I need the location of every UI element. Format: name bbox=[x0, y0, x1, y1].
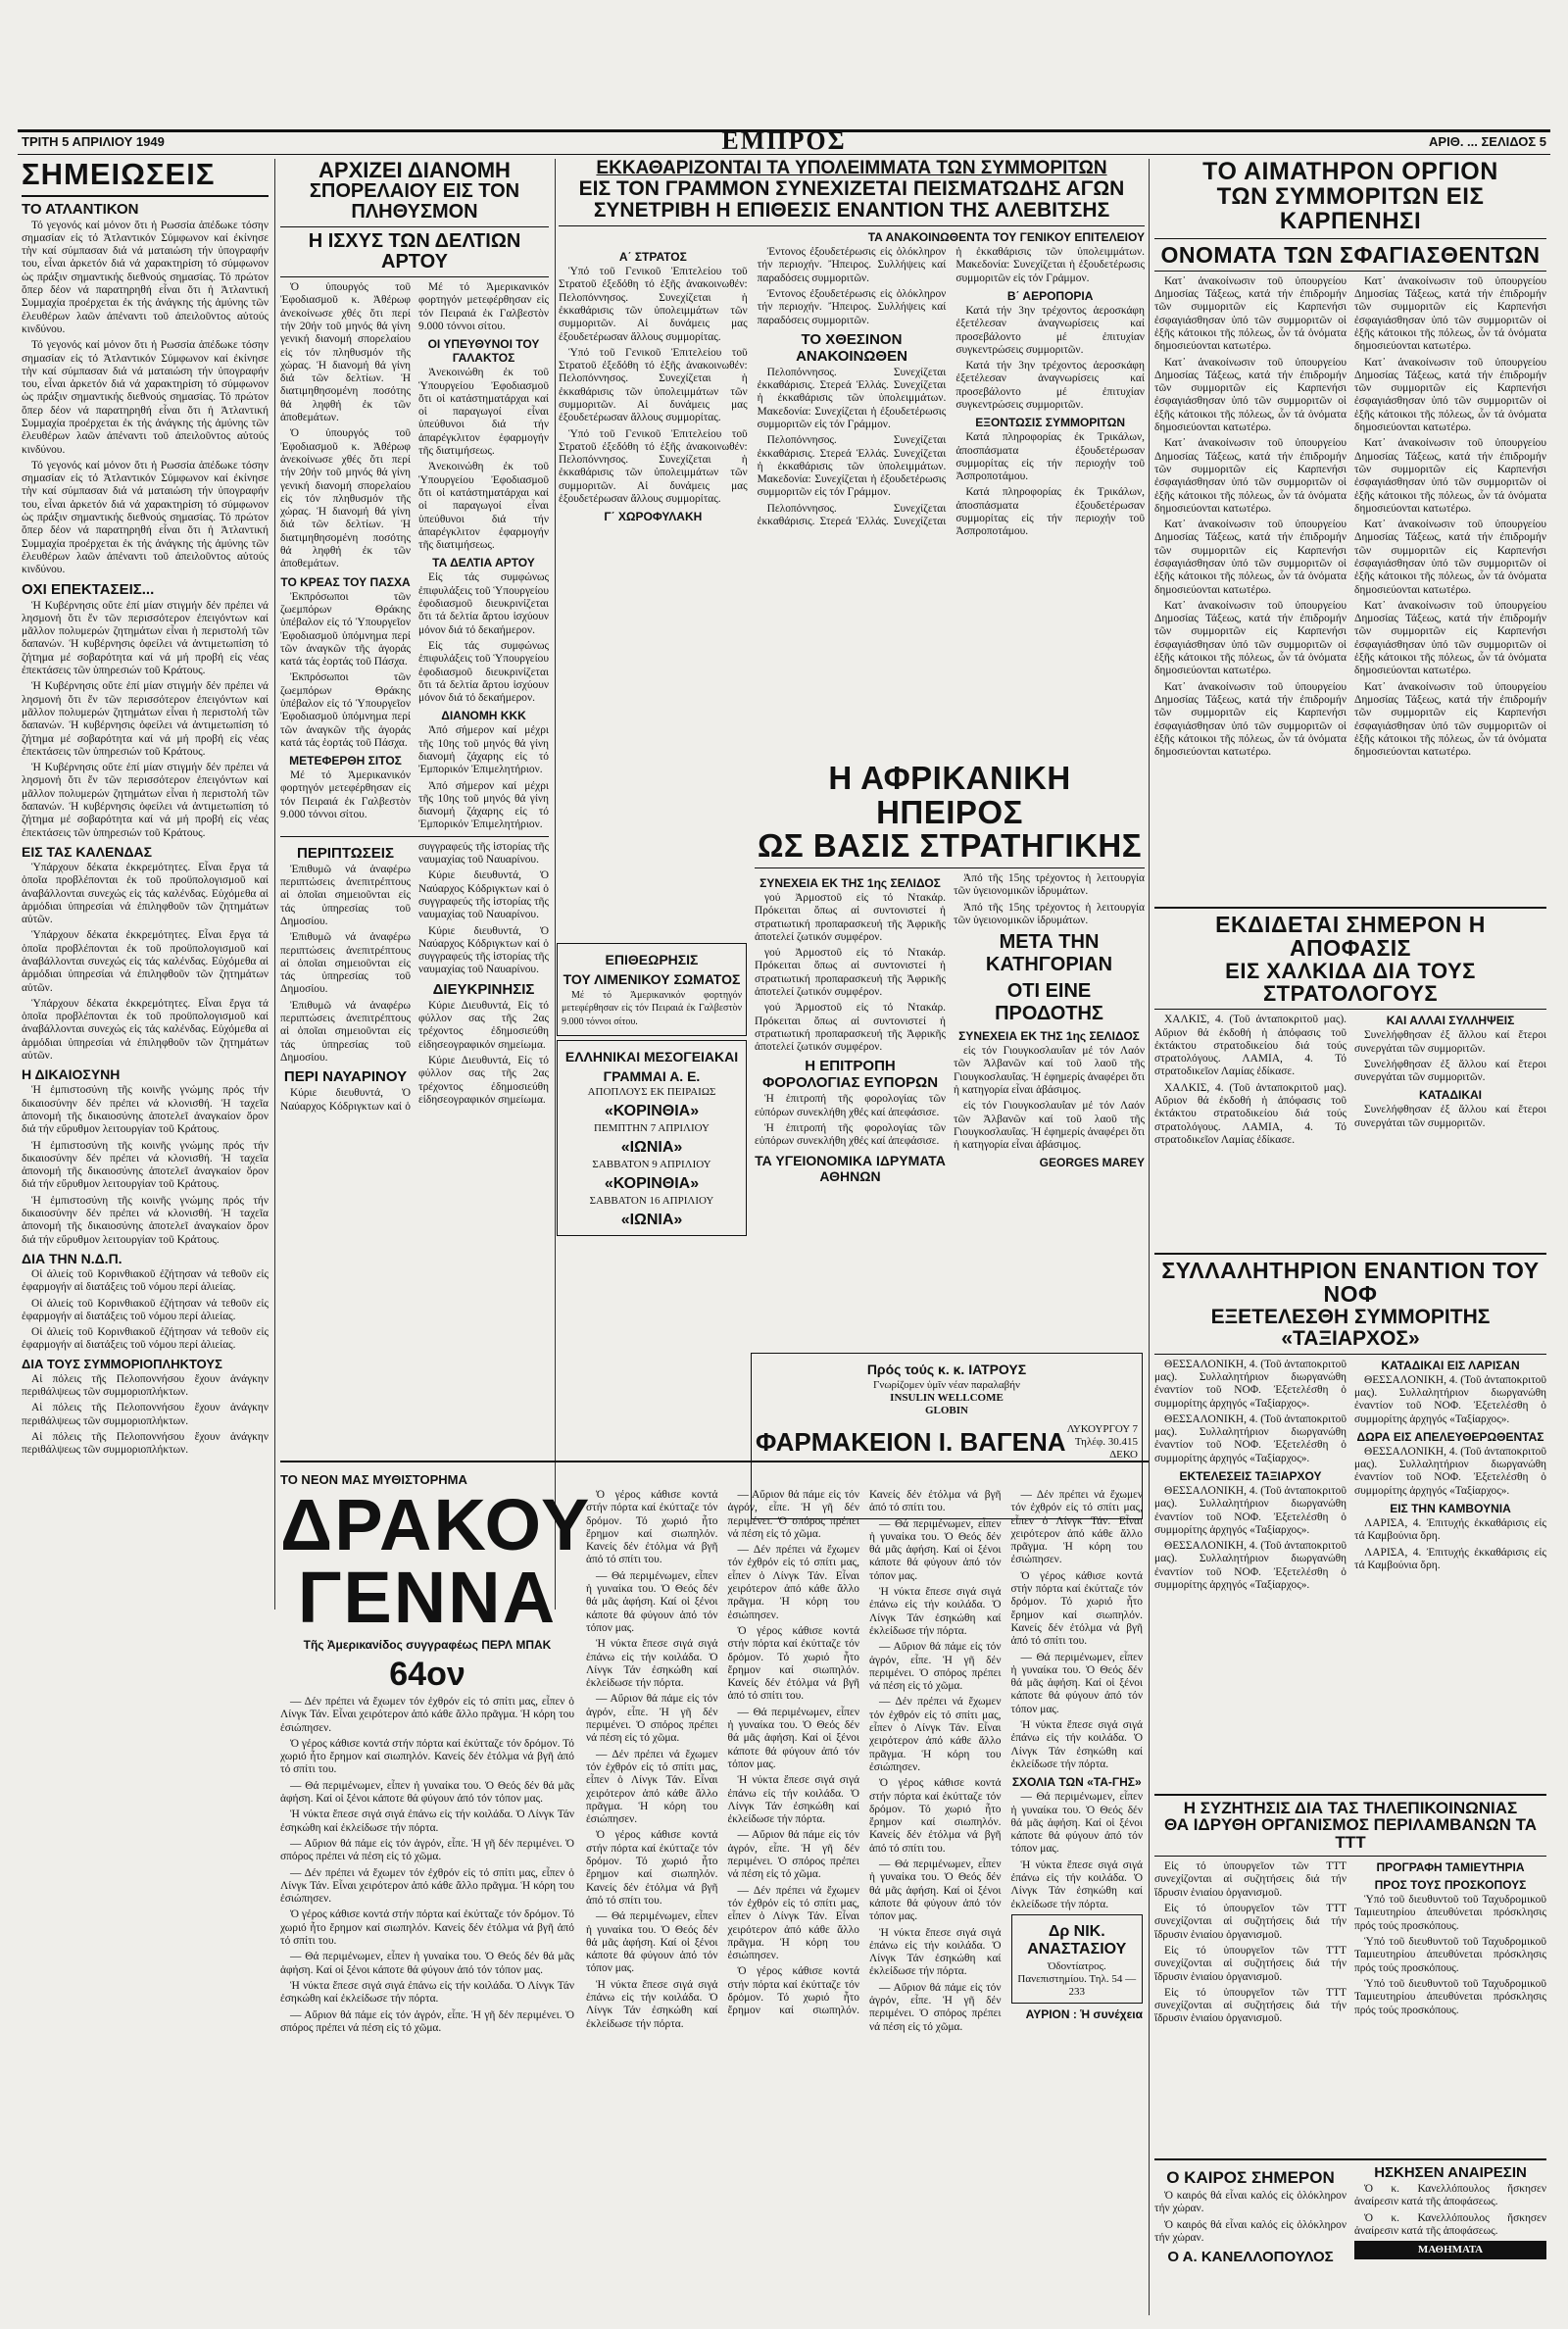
ad-heading: ΕΠΙΘΕΩΡΗΣΙΣ bbox=[605, 952, 699, 967]
column-military bbox=[559, 159, 1145, 1610]
serial-novel: ΤΟ ΝΕΟΝ ΜΑΣ ΜΥΘΙΣΤΟΡΗΜΑ ΔΡΑΚΟΥ ΓΕΝΝΑ Τῆς Ἀμερικανίδος συγγραφέως ΠΕΡΛ ΜΠΑΚ 64ον — Δέν πρέπει νά ἔχωμεν τόν ἐχθρόν εἰς τό σπίτι μας, εἶπεν ὁ Λίνγκ Τάν. Εἶναι χειρότερον ἀπό κάθε ἄλλο πρᾶγμα. Ἡ κόρη του ἐσιώπησεν. Ὁ γέρος κάθισε κοντά στήν πόρτα καί ἐκύτταζε τόν δρόμον. Τό χωριό ἦτο ἔρημον καί σιωπηλόν. Κανείς δέν ἐτόλμα νά βγῆ ἀπό τό σπίτι του. — Θά περιμένωμεν, εἶπεν ἡ γυναίκα του. Ὁ Θεός δέν θά μᾶς ἀφήση. Καί οἱ ξένοι κάποτε θά φύγουν ἀπό τόν τόπον μας. Ἡ νύκτα ἔπεσε σιγά σιγά ἐπάνω εἰς τήν κοιλάδα. Ὁ Λίνγκ Τάν ἐσηκώθη καί ἐκλείδωσε τήν πόρτα. — Αὔριον θά πάμε εἰς τόν ἀγρόν, εἶπε. Ἡ γῆ δέν περιμένει. Ὁ σπόρος πρέπει νά πέση εἰς τό χῶμα. — Δέν πρέπει νά ἔχωμεν τόν ἐχθρόν εἰς τό σπίτι μας, εἶπεν ὁ Λίνγκ Τάν. Εἶναι χειρότερον ἀπό κάθε ἄλλο πρᾶγμα. Ἡ κόρη του ἐσιώπησεν. Ὁ γέρος κάθισε κοντά στήν πόρτα καί ἐκύτταζε τόν δρόμον. Τό χωριό ἦτο ἔρημον καί σιωπηλόν. Κανείς δέν ἐτόλμα νά βγῆ ἀπό τό σπίτι του. — Θά περιμένωμεν, εἶπεν ἡ γυναίκα του. Ὁ Θεός δέν θά μᾶς ἀφήση. Καί οἱ ξένοι κάποτε θά φύγουν ἀπό τόν τόπον μας. Ἡ νύκτα ἔπεσε σιγά σιγά ἐπάνω εἰς τήν κοιλάδα. Ὁ Λίνγκ Τάν ἐσηκώθη καί ἐκλείδωσε τήν πόρτα. — Αὔριον θά πάμε εἰς τόν ἀγρόν, εἶπε. Ἡ γῆ δέν περιμένει. Ὁ σπόρος πρέπει νά πέση εἰς τό χῶμα. Ὁ γέρος κάθισε κοντά στήν πόρτα καί ἐκύτταζε τόν δρόμον. Τό χωριό ἦτο ἔρημον καί σιωπηλόν. Κανείς δέν ἐτόλμα νά βγῆ ἀπό τό σπίτι του. — Θά περιμένωμεν, εἶπεν ἡ γυναίκα του. Ὁ Θεός δέν θά μᾶς ἀφήση. Καί οἱ ξένοι κάποτε θά φύγουν ἀπό τόν τόπον μας. Ἡ νύκτα ἔπεσε σιγά σιγά ἐπάνω εἰς τήν κοιλάδα. Ὁ Λίνγκ Τάν ἐσηκώθη καί ἐκλείδωσε τήν πόρτα. — Αὔριον θά πάμε εἰς τόν ἀγρόν, εἶπε. Ἡ γῆ δέν περιμένει. Ὁ σπόρος πρέπει νά πέση εἰς τό χῶμα. — Δέν πρέπει νά ἔχωμεν τόν ἐχθρόν εἰς τό σπίτι μας, εἶπεν ὁ Λίνγκ Τάν. Εἶναι χειρότερον ἀπό κάθε ἄλλο πρᾶγμα. Ἡ κόρη του ἐσιώπησεν. Ὁ γέρος κάθισε κοντά στήν πόρτα καί ἐκύτταζε τόν δρόμον. Τό χωριό ἦτο ἔρημον καί σιωπηλόν. Κανείς δέν ἐτόλμα νά βγῆ ἀπό τό σπίτι του. — Θά περιμένωμεν, εἶπεν ἡ γυναίκα του. Ὁ Θεός δέν θά μᾶς ἀφήση. Καί οἱ ξένοι κάποτε θά φύγουν ἀπό τόν τόπον μας. Ἡ νύκτα ἔπεσε σιγά σιγά ἐπάνω εἰς τήν κοιλάδα. Ὁ Λίνγκ Τάν ἐσηκώθη καί ἐκλείδωσε τήν πόρτα. — Αὔριον θά πάμε εἰς τόν ἀγρόν, εἶπε. Ἡ γῆ δέν περιμένει. Ὁ σπόρος πρέπει νά πέση εἰς τό χῶμα. — Δέν πρέπει νά ἔχωμεν τόν ἐχθρόν εἰς τό σπίτι μας, εἶπεν ὁ Λίνγκ Τάν. Εἶναι χειρότερον ἀπό κάθε ἄλλο πρᾶγμα. Ἡ κόρη του ἐσιώπησεν. Ὁ γέρος κάθισε κοντά στήν πόρτα καί ἐκύτταζε τόν δρόμον. Τό χωριό ἦτο ἔρημον καί σιωπηλόν. Κανείς δέν ἐτόλμα νά βγῆ ἀπό τό σπίτι του. — Θά περιμένωμεν, εἶπεν ἡ γυναίκα του. Ὁ Θεός δέν θά μᾶς ἀφήση. Καί οἱ ξένοι κάποτε θά φύγουν ἀπό τόν τόπον μας. Ἡ νύκτα ἔπεσε σιγά σιγά ἐπάνω εἰς τήν κοιλάδα. Ὁ Λίνγκ Τάν ἐσηκώθη καί ἐκλείδωσε τήν πόρτα. — Αὔριον θά πάμε εἰς τόν ἀγρόν, εἶπε. Ἡ γῆ δέν περιμένει. Ὁ σπόρος πρέπει νά πέση εἰς τό χῶμα. — Δέν πρέπει νά ἔχωμεν τόν ἐχθρόν εἰς τό σπίτι μας, εἶπεν ὁ Λίνγκ Τάν. Εἶναι χειρότερον ἀπό κάθε ἄλλο πρᾶγμα. Ἡ κόρη του ἐσιώπησεν. Ὁ γέρος κάθισε κοντά στήν πόρτα καί ἐκύτταζε τόν δρόμον. Τό χωριό ἦτο ἔρημον καί σιωπηλόν. Κανείς δέν ἐτόλμα νά βγῆ ἀπό τό σπίτι του. — Θά περιμένωμεν, εἶπεν ἡ γυναίκα του. Ὁ Θεός δέν θά μᾶς ἀφήση. Καί οἱ ξένοι κάποτε θά φύγουν ἀπό τόν τόπον μας. Ἡ νύκτα ἔπεσε σιγά σιγά ἐπάνω εἰς τήν κοιλάδα. Ὁ Λίνγκ Τάν ἐσηκώθη καί ἐκλείδωσε τήν πόρτα. — Αὔριον θά πάμε εἰς τόν ἀγρόν, εἶπε. Ἡ γῆ δέν περιμένει. Ὁ σπόρος πρέπει νά πέση εἰς τό χῶμα. — Δέν πρέπει νά ἔχωμεν τόν ἐχθρόν εἰς τό σπίτι μας, εἶπεν ὁ Λίνγκ Τάν. Εἶναι χειρότερον ἀπό κάθε ἄλλο πρᾶγμα. Ἡ κόρη του ἐσιώπησεν. Ὁ γέρος κάθισε κοντά στήν πόρτα καί ἐκύτταζε τόν δρόμον. Τό χωριό ἦτο ἔρημον καί σιωπηλόν. Κανείς δέν ἐτόλμα νά βγῆ ἀπό τό σπίτι του. — Θά περιμένωμεν, εἶπεν ἡ γυναίκα του. Ὁ Θεός δέν θά μᾶς ἀφήση. Καί οἱ ξένοι κάποτε θά φύγουν ἀπό τόν τόπον μας. Ἡ νύκτα ἔπεσε σιγά σιγά ἐπάνω εἰς τήν κοιλάδα. Ὁ Λίνγκ Τάν ἐσηκώθη καί ἐκλείδωσε τήν πόρτα. — Αὔριον θά πάμε εἰς τόν ἀγρόν, εἶπε. Ἡ γῆ δέν περιμένει. Ὁ σπόρος πρέπει νά πέση εἰς τό χῶμα. — Δέν πρέπει νά ἔχωμεν τόν ἐχθρόν εἰς τό σπίτι μας, εἶπεν ὁ Λίνγκ Τάν. Εἶναι χειρότερον ἀπό κάθε ἄλλο πρᾶγμα. Ἡ κόρη του ἐσιώπησεν. Ὁ γέρος κάθισε κοντά στήν πόρτα καί ἐκύτταζε τόν δρόμον. Τό χωριό ἦτο ἔρημον καί σιωπηλόν. Κανείς δέν ἐτόλμα νά βγῆ ἀπό τό σπίτι του. — Θά περιμένωμεν, εἶπεν ἡ γυναίκα του. Ὁ Θεός δέν θά μᾶς ἀφήση. Καί οἱ ξένοι κάποτε θά φύγουν ἀπό τόν τόπον μας. Ἡ νύκτα ἔπεσε σιγά σιγά ἐπάνω εἰς τήν κοιλάδα. Ὁ Λίνγκ Τάν ἐσηκώθη καί ἐκλείδωσε τήν πόρτα. ΣΧΟΛΙΑ ΤΩΝ «ΤΑ-ΓΗΣ» — Θά περιμένωμεν, εἶπεν ἡ γυναίκα του. Ὁ Θεός δέν θά μᾶς ἀφήση. Καί οἱ ξένοι κάποτε θά φύγουν ἀπό τόν τόπον μας. Ἡ νύκτα ἔπεσε σιγά σιγά ἐπάνω εἰς τήν κοιλάδα. Ὁ Λίνγκ Τάν ἐσηκώθη καί ἐκλείδωσε τήν πόρτα. Δρ ΝΙΚ. ΑΝΑΣΤΑΣΙΟΥ Ὀδοντίατρος. Πανεπιστημίου. Τηλ. 54 — 233 ΑΥΡΙΟΝ : Ἡ συνέχεια bbox=[280, 1472, 1143, 2034]
article-subhead: ΚΑΙ ΑΛΛΑΙ ΣΥΛΛΗΨΕΙΣ bbox=[1386, 1014, 1515, 1028]
article-heading: Η ΔΙΚΑΙΟΣΥΝΗ bbox=[22, 1066, 121, 1083]
ad-text: ΑΠΟΠΛΟΥΣ ΕΚ ΠΕΙΡΑΙΩΣ bbox=[587, 1085, 716, 1098]
article-text: Ὑπάρχουν δέκατα ἐκκρεμότητες. Εἶναι ἔργα τά ὁποῖα προβλέπονται ἐκ τοῦ προϋπολογισμοῦ καί ἀναβάλλονται συνεχώς εἰς τάς καλένδας. Εὐχόμεθα αἱ ἁρμόδιαι ὑπηρεσίαι νά ἐπιληφθοῦν τῶν ζητημάτων αὐτῶν. Ὑπάρχουν δέκατα ἐκκρεμότητες. Εἶναι ἔργα τά ὁποῖα προβλέπονται ἐκ τοῦ προϋπολογισμοῦ καί ἀναβάλλονται συνεχώς εἰς τάς καλένδας. Εὐχόμεθα αἱ ἁρμόδιαι ὑπηρεσίαι νά ἐπιληφθοῦν τῶν ζητημάτων αὐτῶν. Ὑπάρχουν δέκατα ἐκκρεμότητες. Εἶναι ἔργα τά ὁποῖα προβλέπονται ἐκ τοῦ προϋπολογισμοῦ καί ἀναβάλλονται συνεχώς εἰς τάς καλένδας. Εὐχόμεθα αἱ ἁρμόδιαι ὑπηρεσίαι νά ἐπιληφθοῦν τῶν ζητημάτων αὐτῶν. bbox=[22, 861, 269, 1063]
serial-continued: ΑΥΡΙΟΝ : Ἡ συνέχεια bbox=[1025, 2007, 1143, 2021]
ad-heading: ΓΡΑΜΜΑΙ Α. Ε. bbox=[603, 1067, 701, 1084]
section-divider bbox=[280, 1461, 1149, 1462]
article-body: Ὁ ὑπουργός τοῦ Ἐφοδιασμοῦ κ. Ἀθέρωφ ἀνεκοίνωσε χθές ὅτι περί τήν 20ήν τοῦ μηνός θά γίνη γενική διανομή σπορελαίου εἰς τόν πληθυσμόν τῆς χώρας. Ἡ διανομή θά γίνη διά τῶν δελτίων. Ἡ διατιμηθησομένη ποσότης θά ληφθή ἐκ τῶν ἀποθεμάτων. Ὁ ὑπουργός τοῦ Ἐφοδιασμοῦ κ. Ἀθέρωφ ἀνεκοίνωσε χθές ὅτι περί τήν 20ήν τοῦ μηνός θά γίνη γενική διανομή σπορελαίου εἰς τόν πληθυσμόν τῆς χώρας. Ἡ διανομή θά γίνη διά τῶν δελτίων. Ἡ διατιμηθησομένη ποσότης θά ληφθή ἐκ τῶν ἀποθεμάτων. ΤΟ ΚΡΕΑΣ ΤΟΥ ΠΑΣΧΑ Ἐκπρόσωποι τῶν ζωεμπόρων Θράκης ὑπέβαλον εἰς τό Ὑπουργεῖον Ἐφοδιασμοῦ ὑπόμνημα περί τῶν ἀναγκῶν τῆς ἀγοράς κατά τάς ἑορτάς τοῦ Πάσχα. Ἐκπρόσωποι τῶν ζωεμπόρων Θράκης ὑπέβαλον εἰς τό Ὑπουργεῖον Ἐφοδιασμοῦ ὑπόμνημα περί τῶν ἀναγκῶν τῆς ἀγοράς κατά τάς ἑορτάς τοῦ Πάσχα. ΜΕΤΕΦΕΡΘΗ ΣΙΤΟΣ Μέ τό Ἀμερικανικόν φορτηγόν μετεφέρθησαν εἰς τόν Πειραιά ἐκ Γαλβεστὸν 9.000 τόννοι σίτου. Μέ τό Ἀμερικανικόν φορτηγόν μετεφέρθησαν εἰς τόν Πειραιά ἐκ Γαλβεστὸν 9.000 τόννοι σίτου. ΟΙ ΥΠΕΥΘΥΝΟΙ ΤΟΥ ΓΑΛΑΚΤΟΣ Ἀνεκοινώθη ἐκ τοῦ Ὑπουργείου Ἐφοδιασμοῦ ὅτι οἱ κατάστηματάρχαι καί οἱ παραγωγοί εἶναι ὑπεύθυνοι διά τήν ἀπαρέγκλιτον ἐφαρμογήν τῆς διατιμήσεως. Ἀνεκοινώθη ἐκ τοῦ Ὑπουργείου Ἐφοδιασμοῦ ὅτι οἱ κατάστηματάρχαι καί οἱ παραγωγοί εἶναι ὑπεύθυνοι διά τήν ἀπαρέγκλιτον ἐφαρμογήν τῆς διατιμήσεως. ΤΑ ΔΕΛΤΙΑ ΑΡΤΟΥ Εἰς τάς συμφώνως ἐπιφυλάξεις τοῦ Ὑπουργείου ἐφοδιασμοῦ διευκρινίζεται ὅτι τά δελτία ἄρτου ἰσχύουν μόνον διά τό δεκαήμερον. Εἰς τάς συμφώνως ἐπιφυλάξεις τοῦ Ὑπουργείου ἐφοδιασμοῦ διευκρινίζεται ὅτι τά δελτία ἄρτου ἰσχύουν μόνον διά τό δεκαήμερον. ΔΙΑΝΟΜΗ ΚΚΚ Ἀπό σήμερον καί μέχρι τῆς 10ης τοῦ μηνός θά γίνη διανομή ζάχαρης εἰς τό Ἐμπορικόν Ἐπιμελητήριον. Ἀπό σήμερον καί μέχρι τῆς 10ης τοῦ μηνός θά γίνη διανομή ζάχαρης εἰς τό Ἐμπορικόν Ἐπιμελητήριον. bbox=[280, 281, 549, 831]
headline: ΣΠΟΡΕΛΑΙΟΥ ΕΙΣ ΤΟΝ ΠΛΗΘΥΣΜΟΝ bbox=[309, 180, 520, 223]
article-text: Ἡ Κυβέρνησις οὔτε ἐπί μίαν στιγμήν δέν πρέπει νά λησμονή ὅτι ἕν τῶν περισσότερον ἐπειγόντων καί μᾶλλον πολυμερών ζητημάτων εἶναι ἡ περιστολή τῶν δαπανών. Ἡ κυβέρνησις ὀφείλει νά ἀντιμετωπίση τό ζήτημα μέ σοβαρότητα καί νά μή προβή εἰς νέας ἐπεκτάσεις τῶν ὑπηρεσιών τοῦ Κράτους. Ἡ Κυβέρνησις οὔτε ἐπί μίαν στιγμήν δέν πρέπει νά λησμονή ὅτι ἕν τῶν περισσότερον ἐπειγόντων καί μᾶλλον πολυμερών ζητημάτων εἶναι ἡ περιστολή τῶν δαπανών. Ἡ κυβέρνησις ὀφείλει νά ἀντιμετωπίση τό ζήτημα μέ σοβαρότητα καί νά μή προβή εἰς νέας ἐπεκτάσεις τῶν ὑπηρεσιών τοῦ Κράτους. Ἡ Κυβέρνησις οὔτε ἐπί μίαν στιγμήν δέν πρέπει νά λησμονή ὅτι ἕν τῶν περισσότερον ἐπειγόντων καί μᾶλλον πολυμερών ζητημάτων εἶναι ἡ περιστολή τῶν δαπανών. Ἡ κυβέρνησις ὀφείλει νά ἀντιμετωπίση τό ζήτημα μέ σοβαρότητα καί νά μή προβή εἰς νέας ἐπεκτάσεις τῶν ὑπηρεσιών τοῦ Κράτους. bbox=[22, 599, 269, 839]
article-heading: ΔΙΑ ΤΟΥΣ ΣΥΜΜΟΡΙΟΠΛΗΚΤΟΥΣ bbox=[22, 1356, 222, 1371]
subheadline: ΟΝΟΜΑΤΑ ΤΩΝ ΣΦΑΓΙΑΣΘΕΝΤΩΝ bbox=[1160, 241, 1541, 268]
serial-kicker: ΤΟ ΝΕΟΝ ΜΑΣ ΜΥΘΙΣΤΟΡΗΜΑ bbox=[280, 1472, 467, 1487]
headline: Η ΣΥΖΗΤΗΣΙΣ ΔΙΑ ΤΑΣ ΤΗΛΕΠΙΚΟΙΝΩΝΙΑΣ bbox=[1183, 1798, 1518, 1817]
page-line: ΑΡΙΘ. ... ΣΕΛΙΔΟΣ 5 bbox=[1429, 134, 1546, 149]
headline: ΕΚΚΑΘΑΡΙΖΟΝΤΑΙ ΤΑ ΥΠΟΛΕΙΜΜΑΤΑ ΤΩΝ ΣΥΜΜΟΡΙΤΩΝ bbox=[596, 159, 1107, 178]
ad-text: GLOBIN bbox=[924, 1405, 968, 1416]
ad-text: INSULIN WELLCOME bbox=[890, 1392, 1004, 1404]
article-subhead: ΟΙ ΥΠΕΥΘΥΝΟΙ ΤΟΥ ΓΑΛΑΚΤΟΣ bbox=[427, 337, 540, 366]
article-subhead: ΠΡΟΓΡΑΦΗ ΤΑΜΙΕΥΤΗΡΙΑ bbox=[1376, 1860, 1525, 1875]
article-subhead: Α΄ ΣΤΡΑΤΟΣ bbox=[618, 250, 687, 265]
column-notes bbox=[22, 159, 269, 2320]
article-heading: ΔΙΑ ΤΗΝ Ν.Δ.Π. bbox=[22, 1250, 122, 1266]
article-subhead: ΗΣΚΗΣΕΝ ΑΝΑΙΡΕΣΙΝ bbox=[1374, 2164, 1527, 2182]
subheadline: ΕΞΕΤΕΛΕΣΘΗ ΣΥΜΜΟΡΙΤΗΣ «ΤΑΞΙΑΡΧΟΣ» bbox=[1210, 1305, 1491, 1350]
headline: ΩΣ ΒΑΣΙΣ ΣΤΡΑΤΗΓΙΚΗΣ bbox=[757, 827, 1143, 865]
article-subhead: ΤΑ ΔΕΛΤΙΑ ΑΡΤΟΥ bbox=[432, 556, 535, 570]
headline: ΤΟ ΑΙΜΑΤΗΡΟΝ ΟΡΓΙΟΝ bbox=[1202, 159, 1498, 185]
ad-heading: Πρός τούς κ. κ. ΙΑΤΡΟΥΣ bbox=[866, 1362, 1027, 1377]
headline: ΜΕΤΑ ΤΗΝ ΚΑΤΗΓΟΡΙΑΝ bbox=[985, 931, 1113, 976]
headline: ΣΥΛΛΑΛΗΤΗΡΙΟΝ ΕΝΑΝΤΙΟΝ ΤΟΥ ΝΟΦ bbox=[1161, 1258, 1540, 1308]
article-subhead: ΔΩΡΑ ΕΙΣ ΑΠΕΛΕΥΘΕΡΩΘΕΝΤΑΣ bbox=[1356, 1429, 1544, 1444]
article-text: Ἡ ἐμπιστοσύνη τῆς κοινῆς γνώμης πρός τήν δικαιοσύνην δέν πρέπει νά κλονισθή. Ἡ ταχεῖα ἀπονομή τῆς δικαιοσύνης ἀποτελεῖ ἀναγκαίον ὅρον διά τήν εὔρυθμον λειτουργίαν τοῦ Κράτους. Ἡ ἐμπιστοσύνη τῆς κοινῆς γνώμης πρός τήν δικαιοσύνην δέν πρέπει νά κλονισθή. Ἡ ταχεῖα ἀπονομή τῆς δικαιοσύνης ἀποτελεῖ ἀναγκαίον ὅρον διά τήν εὔρυθμον λειτουργίαν τοῦ Κράτους. Ἡ ἐμπιστοσύνη τῆς κοινῆς γνώμης πρός τήν δικαιοσύνην δέν πρέπει νά κλονισθή. Ἡ ταχεῖα ἀπονομή τῆς δικαιοσύνης ἀποτελεῖ ἀναγκαίον ὅρον διά τήν εὔρυθμον λειτουργίαν τοῦ Κράτους. bbox=[22, 1084, 269, 1246]
article-subhead: ΣΥΝΕΧΕΙΑ ΕΚ ΤΗΣ 1ης ΣΕΛΙΔΟΣ bbox=[760, 875, 941, 890]
column-rule bbox=[1149, 159, 1150, 2315]
article-heading: ΤΟ ΑΤΛΑΝΤΙΚΟΝ bbox=[22, 200, 139, 218]
subheadline: Η ΙΣΧΥΣ ΤΩΝ ΔΕΛΤΙΩΝ ΑΡΤΟΥ bbox=[308, 230, 521, 273]
weather-and-notes: Ο ΚΑΙΡΟΣ ΣΗΜΕΡΟΝ Ὁ καιρός θά εἶναι καλός εἰς ὁλόκληρον τήν χώραν. Ὁ καιρός θά εἶναι καλός εἰς ὁλόκληρον τήν χώραν. Ο Α. ΚΑΝΕΛΛΟΠΟΥΛΟΣ ΗΣΚΗΣΕΝ ΑΝΑΙΡΕΣΙΝ Ὁ κ. Κανελλόπουλος ἤσκησεν ἀναίρεσιν κατά τῆς ἀποφάσεως. Ὁ κ. Κανελλόπουλος ἤσκησεν ἀναίρεσιν κατά τῆς ἀποφάσεως. ΜΑΘΗΜΑΤΑ bbox=[1154, 2164, 1546, 2266]
article-subhead: Η ΕΠΙΤΡΟΠΗ ΦΟΡΟΛΟΓΙΑΣ ΕΥΠΟΡΩΝ bbox=[761, 1058, 939, 1092]
ship-name: «ΚΟΡΙΝΘΙΑ» bbox=[604, 1102, 700, 1119]
article-subhead: ΕΞΟΝΤΩΣΙΣ ΣΥΜΜΟΡΙΤΩΝ bbox=[975, 416, 1126, 430]
headline: ΣΥΝΕΤΡΙΒΗ Η ΕΠΙΘΕΣΙΣ ΕΝΑΝΤΙΟΝ ΤΗΣ ΑΛΕΒΙΤΣΗΣ bbox=[593, 198, 1110, 222]
letters-section: ΠΕΡΙΠΤΩΣΕΙΣ Ἐπιθυμῶ νά ἀναφέρω περιπτώσεις ἀνεπιτρέπτους αἱ ὁποῖαι σημειοῦνται εἰς τάς ὑπηρεσίας τοῦ Δημοσίου. Ἐπιθυμῶ νά ἀναφέρω περιπτώσεις ἀνεπιτρέπτους αἱ ὁποῖαι σημειοῦνται εἰς τάς ὑπηρεσίας τοῦ Δημοσίου. Ἐπιθυμῶ νά ἀναφέρω περιπτώσεις ἀνεπιτρέπτους αἱ ὁποῖαι σημειοῦνται εἰς τάς ὑπηρεσίας τοῦ Δημοσίου. ΠΕΡΙ ΝΑΥΑΡΙΝΟΥ Κύριε διευθυντά, Ὁ Ναύαρχος Κόδριγκτων καί ὁ συγγραφεύς τῆς ἱστορίας τῆς ναυμαχίας τοῦ Ναυαρίνου. Κύριε διευθυντά, Ὁ Ναύαρχος Κόδριγκτων καί ὁ συγγραφεύς τῆς ἱστορίας τῆς ναυμαχίας τοῦ Ναυαρίνου. Κύριε διευθυντά, Ὁ Ναύαρχος Κόδριγκτων καί ὁ συγγραφεύς τῆς ἱστορίας τῆς ναυμαχίας τοῦ Ναυαρίνου. ΔΙΕΥΚΡΙΝΗΣΙΣ Κύριε Διευθυντά, Εἰς τό φύλλον σας τῆς 2ας τρέχοντος ἐδημοσιεύθη εἰδησεογραφικόν σημείωμα. Κύριε Διευθυντά, Εἰς τό φύλλον σας τῆς 2ας τρέχοντος ἐδημοσιεύθη εἰδησεογραφικόν σημείωμα. bbox=[280, 840, 549, 1113]
article-subhead: ΚΑΤΑΔΙΚΑΙ bbox=[1418, 1088, 1483, 1103]
article-text: Τό γεγονός καί μόνον ὅτι ἡ Ρωσσία ἀπέδωκε τόσην σημασίαν εἰς τό Ἀτλαντικόν Σύμφωνον καί ἐκίνησε τὴν καί σύμπασαν διά νά ματαιώση τήν ὑπογραφήν του, εἶναι ἀρκετόν διά νά χαρακτηρίση τό σύμφωνον ὡς πράξιν σημαντικής διεθνούς σημασίας. Τό πρώτον ὅπερ δέον νά παρατηρηθή εἶναι ὅτι ἡ Ἀτλαντική Συμμαχία προέρχεται ἐκ τής ἀνάγκης τής ἀμύνης τῶν ἐλευθέρων λαῶν ἀπέναντι τοῦ ἀπειλοῦντος αὐτούς κινδύνου. Τό γεγονός καί μόνον ὅτι ἡ Ρωσσία ἀπέδωκε τόσην σημασίαν εἰς τό Ἀτλαντικόν Σύμφωνον καί ἐκίνησε τὴν καί σύμπασαν διά νά ματαιώση τήν ὑπογραφήν του, εἶναι ἀρκετόν διά νά χαρακτηρίση τό σύμφωνον ὡς πράξιν σημαντικής διεθνούς σημασίας. Τό πρώτον ὅπερ δέον νά παρατηρηθή εἶναι ὅτι ἡ Ἀτλαντική Συμμαχία προέρχεται ἐκ τής ἀνάγκης τής ἀμύνης τῶν ἐλευθέρων λαῶν ἀπέναντι τοῦ ἀπειλοῦντος αὐτούς κινδύνου. Τό γεγονός καί μόνον ὅτι ἡ Ρωσσία ἀπέδωκε τόσην σημασίαν εἰς τό Ἀτλαντικόν Σύμφωνον καί ἐκίνησε τὴν καί σύμπασαν διά νά ματαιώση τήν ὑπογραφήν του, εἶναι ἀρκετόν διά νά χαρακτηρίση τό σύμφωνον ὡς πράξιν σημαντικής διεθνούς σημασίας. Τό πρώτον ὅπερ δέον νά παρατηρηθή εἶναι ὅτι ἡ Ἀτλαντική Συμμαχία προέρχεται ἐκ τής ἀνάγκης τής ἀμύνης τῶν ἐλευθέρων λαῶν ἀπέναντι τοῦ ἀπειλοῦντος αὐτούς κινδύνου. bbox=[22, 219, 269, 576]
article-subhead: Β΄ ΑΕΡΟΠΟΡΙΑ bbox=[1006, 288, 1094, 303]
article-heading: ΟΧΙ ΕΠΕΚΤΑΣΕΙΣ... bbox=[22, 580, 155, 598]
article-body: ΧΑΛΚΙΣ, 4. (Τοῦ ἀνταποκριτοῦ μας). Αὔριον θά ἐκδοθή ἡ ἀπόφασις τοῦ ἐκτάκτου στρατοδικείου διά τούς στρατολόγους. ΛΑΜΙΑ, 4. Τό στρατοδικεῖον Λαμίας ἐδίκασε. ΧΑΛΚΙΣ, 4. (Τοῦ ἀνταποκριτοῦ μας). Αὔριον θά ἐκδοθή ἡ ἀπόφασις τοῦ ἐκτάκτου στρατοδικείου διά τούς στρατολόγους. ΛΑΜΙΑ, 4. Τό στρατοδικεῖον Λαμίας ἐδίκασε. ΚΑΙ ΑΛΛΑΙ ΣΥΛΛΗΨΕΙΣ Συνελήφθησαν ἐξ ἄλλου καί ἕτεροι συνεργάται τῶν συμμοριτῶν. Συνελήφθησαν ἐξ ἄλλου καί ἕτεροι συνεργάται τῶν συμμοριτῶν. ΚΑΤΑΔΙΚΑΙ Συνελήφθησαν ἐξ ἄλλου καί ἕτεροι συνεργάται τῶν συμμοριτῶν. bbox=[1154, 1014, 1546, 1146]
article-subhead: ΤΟ ΧΘΕΣΙΝΟΝ ΑΝΑΚΟΙΝΩΘΕΝ bbox=[796, 330, 907, 365]
article-text: Οἱ ἀλιείς τοῦ Κορινθιακοῦ ἐζήτησαν νά τεθοῦν εἰς ἐφαρμογήν αἱ διατάξεις τοῦ νόμου περί ἀλιείας. Οἱ ἀλιείς τοῦ Κορινθιακοῦ ἐζήτησαν νά τεθοῦν εἰς ἐφαρμογήν αἱ διατάξεις τοῦ νόμου περί ἀλιείας. Οἱ ἀλιείς τοῦ Κορινθιακοῦ ἐζήτησαν νά τεθοῦν εἰς ἐφαρμογήν αἱ διατάξεις τοῦ νόμου περί ἀλιείας. bbox=[22, 1267, 269, 1352]
ad-text: ΣΑΒΒΑΤΟΝ 16 ΑΠΡΙΛΙΟΥ bbox=[589, 1194, 714, 1207]
headline: ΕΙΣ ΤΟΝ ΓΡΑΜΜΟΝ ΣΥΝΕΧΙΖΕΤΑΙ ΠΕΙΣΜΑΤΩΔΗΣ ΑΓΩΝ bbox=[578, 176, 1125, 200]
article-subhead: ΕΚΤΕΛΕΣΕΙΣ ΤΑΞΙΑΡΧΟΥ bbox=[1179, 1468, 1322, 1483]
serial-author: Τῆς Ἀμερικανίδος συγγραφέως ΠΕΡΛ ΜΠΑΚ bbox=[303, 1638, 552, 1652]
africa-article: Η ΑΦΡΙΚΑΝΙΚΗ ΗΠΕΙΡΟΣ ΩΣ ΒΑΣΙΣ ΣΤΡΑΤΗΓΙΚΗΣ ΣΥΝΕΧΕΙΑ ΕΚ ΤΗΣ 1ης ΣΕΛΙΔΟΣ γού Ἀρμοστοῦ εἰς τό Ντακάρ. Πρόκειται ὅπως αἱ συντονιστεί ἡ στρατιωτική προπαρασκευή τῆς Ἀφρικῆς ἀποτελεί ζωτικόν συμφέρον. γού Ἀρμοστοῦ εἰς τό Ντακάρ. Πρόκειται ὅπως αἱ συντονιστεί ἡ στρατιωτική προπαρασκευή τῆς Ἀφρικῆς ἀποτελεί ζωτικόν συμφέρον. γού Ἀρμοστοῦ εἰς τό Ντακάρ. Πρόκειται ὅπως αἱ συντονιστεί ἡ στρατιωτική προπαρασκευή τῆς Ἀφρικῆς ἀποτελεί ζωτικόν συμφέρον. Η ΕΠΙΤΡΟΠΗ ΦΟΡΟΛΟΓΙΑΣ ΕΥΠΟΡΩΝ Ἡ ἐπιτροπή τῆς φορολογίας τῶν εὐπόρων συνεκλήθη χθές καί ἀπεφάσισε. Ἡ ἐπιτροπή τῆς φορολογίας τῶν εὐπόρων συνεκλήθη χθές καί ἀπεφάσισε. ΤΑ ΥΓΕΙΟΝΟΜΙΚΑ ΙΔΡΥΜΑΤΑ ΑΘΗΝΩΝ Ἀπό τῆς 15ης τρέχοντος ἡ λειτουργία τῶν ὑγειονομικῶν ἱδρυμάτων. Ἀπό τῆς 15ης τρέχοντος ἡ λειτουργία τῶν ὑγειονομικῶν ἱδρυμάτων. ΜΕΤΑ ΤΗΝ ΚΑΤΗΓΟΡΙΑΝ ΟΤΙ ΕΙΝΕ ΠΡΟΔΟΤΗΣ ΣΥΝΕΧΕΙΑ ΕΚ ΤΗΣ 1ης ΣΕΛΙΔΟΣ εἰς τόν Γιουγκοσλαυΐαν μέ τόν Λαόν τῶν Ἀλβανῶν καί τοῦ λαοῦ τῆς Γιουγκοσλαυΐας. Ἡ ἐφημερίς ἀναφέρει ὅτι ἡ κατηγορία εἶναι ἀβάσιμος. εἰς τόν Γιουγκοσλαυΐαν μέ τόν Λαόν τῶν Ἀλβανῶν καί τοῦ λαοῦ τῆς Γιουγκοσλαυΐας. Ἡ ἐφημερίς ἀναφέρει ὅτι ἡ κατηγορία εἶναι ἀβάσιμος. GEORGES MAREY bbox=[755, 760, 1145, 1184]
section-heading: ΣΗΜΕΙΩΣΕΙΣ bbox=[22, 159, 216, 191]
ad-heading: ΕΛΛΗΝΙΚΑΙ ΜΕΣΟΓΕΙΑΚΑΙ bbox=[564, 1048, 739, 1065]
article-subhead: ΠΕΡΙΠΤΩΣΕΙΣ bbox=[297, 844, 394, 862]
headline-kicker: ΤΑ ΑΝΑΚΟΙΝΩΘΕΝΤΑ ΤΟΥ ΓΕΝΙΚΟΥ ΕΠΙΤΕΛΕΙΟΥ bbox=[867, 230, 1145, 245]
article-subhead: ΤΟ ΚΡΕΑΣ ΤΟΥ ΠΑΣΧΑ bbox=[280, 574, 411, 589]
headline: ΕΚΔΙΔΕΤΑΙ ΣΗΜΕΡΟΝ Η ΑΠΟΦΑΣΙΣ bbox=[1215, 911, 1486, 961]
headline: Η ΑΦΡΙΚΑΝΙΚΗ ΗΠΕΙΡΟΣ bbox=[828, 760, 1071, 830]
masthead bbox=[18, 126, 1550, 155]
date-line: ΤΡΙΤΗ 5 ΑΠΡΙΛΙΟΥ 1949 bbox=[22, 134, 165, 149]
article-subhead: ΤΑ ΥΓΕΙΟΝΟΜΙΚΑ ΙΔΡΥΜΑΤΑ ΑΘΗΝΩΝ bbox=[755, 1152, 946, 1184]
ad-text: Γνωρίζομεν ὑμῖν νέαν παραλαβήν bbox=[872, 1379, 1020, 1391]
byline: GEORGES MAREY bbox=[1039, 1156, 1145, 1170]
ad-text: ΛΥΚΟΥΡΓΟΥ 7 bbox=[1066, 1423, 1138, 1435]
school-heading: ΣΧΟΛΙΑ ΤΩΝ «ΤΑ-ΓΗΣ» bbox=[1011, 1775, 1142, 1790]
ad-harbor: ΕΠΙΘΕΩΡΗΣΙΣ ΤΟΥ ΛΙΜΕΝΙΚΟΥ ΣΩΜΑΤΟΣ Μέ τό Ἀμερικανικόν φορτηγόν μετεφέρθησαν εἰς τόν Πειραιά ἐκ Γαλβεστὸν 9.000 τόννοι σίτου. ΕΛΛΗΝΙΚΑΙ ΜΕΣΟΓΕΙΑΚΑΙ ΓΡΑΜΜΑΙ Α. Ε. ΑΠΟΠΛΟΥΣ ΕΚ ΠΕΙΡΑΙΩΣ «ΚΟΡΙΝΘΙΑ» ΠΕΜΠΤΗΝ 7 ΑΠΡΙΛΙΟΥ «ΙΩΝΙΑ» ΣΑΒΒΑΤΟΝ 9 ΑΠΡΙΛΙΟΥ «ΚΟΡΙΝΘΙΑ» ΣΑΒΒΑΤΟΝ 16 ΑΠΡΙΛΙΟΥ «ΙΩΝΙΑ» bbox=[555, 941, 749, 1451]
pharmacy-name: ΦΑΡΜΑΚΕΙΟΝ Ι. ΒΑΓΕΝΑ bbox=[756, 1427, 1066, 1457]
column-rule bbox=[274, 159, 275, 1610]
article-subhead: ΔΙΑΝΟΜΗ ΚΚΚ bbox=[441, 709, 526, 723]
ad-heading: ΤΟΥ ΛΙΜΕΝΙΚΟΥ ΣΩΜΑΤΟΣ bbox=[563, 971, 741, 987]
article-heading: ΕΙΣ ΤΑΣ ΚΑΛΕΝΔΑΣ bbox=[22, 843, 153, 860]
weather-heading: Ο ΚΑΙΡΟΣ ΣΗΜΕΡΟΝ bbox=[1166, 2168, 1335, 2188]
article-body: ΘΕΣΣΑΛΟΝΙΚΗ, 4. (Τοῦ ἀνταποκριτοῦ μας). Συλλαλητήριον διωργανώθη ἐναντίον τοῦ ΝΟΦ. Ἐξετελέσθη ὁ συμμορίτης ἀρχηγός «Ταξίαρχος». ΘΕΣΣΑΛΟΝΙΚΗ, 4. (Τοῦ ἀνταποκριτοῦ μας). Συλλαλητήριον διωργανώθη ἐναντίον τοῦ ΝΟΦ. Ἐξετελέσθη ὁ συμμορίτης ἀρχηγός «Ταξίαρχος». ΕΚΤΕΛΕΣΕΙΣ ΤΑΞΙΑΡΧΟΥ ΘΕΣΣΑΛΟΝΙΚΗ, 4. (Τοῦ ἀνταποκριτοῦ μας). Συλλαλητήριον διωργανώθη ἐναντίον τοῦ ΝΟΦ. Ἐξετελέσθη ὁ συμμορίτης ἀρχηγός «Ταξίαρχος». ΘΕΣΣΑΛΟΝΙΚΗ, 4. (Τοῦ ἀνταποκριτοῦ μας). Συλλαλητήριον διωργανώθη ἐναντίον τοῦ ΝΟΦ. Ἐξετελέσθη ὁ συμμορίτης ἀρχηγός «Ταξίαρχος». ΚΑΤΑΔΙΚΑΙ ΕΙΣ ΛΑΡΙΣΑΝ ΘΕΣΣΑΛΟΝΙΚΗ, 4. (Τοῦ ἀνταποκριτοῦ μας). Συλλαλητήριον διωργανώθη ἐναντίον τοῦ ΝΟΦ. Ἐξετελέσθη ὁ συμμορίτης ἀρχηγός «Ταξίαρχος». ΔΩΡΑ ΕΙΣ ΑΠΕΛΕΥΘΕΡΩΘΕΝΤΑΣ ΘΕΣΣΑΛΟΝΙΚΗ, 4. (Τοῦ ἀνταποκριτοῦ μας). Συλλαλητήριον διωργανώθη ἐναντίον τοῦ ΝΟΦ. Ἐξετελέσθη ὁ συμμορίτης ἀρχηγός «Ταξίαρχος». ΕΙΣ ΤΗΝ ΚΑΜΒΟΥΝΙΑ ΛΑΡΙΣΑ, 4. Ἐπιτυχής ἐκκαθάρισις εἰς τά Καμβούνια ὄρη. ΛΑΡΙΣΑ, 4. Ἐπιτυχής ἐκκαθάρισις εἰς τά Καμβούνια ὄρη. bbox=[1154, 1358, 1546, 1592]
ad-text: ΠΕΜΠΤΗΝ 7 ΑΠΡΙΛΙΟΥ bbox=[593, 1121, 710, 1134]
article-subhead: Ο Α. ΚΑΝΕΛΛΟΠΟΥΛΟΣ bbox=[1167, 2249, 1334, 2266]
ship-name: «ΙΩΝΙΑ» bbox=[620, 1138, 683, 1156]
headline: ΟΤΙ ΕΙΝΕ ΠΡΟΔΟΤΗΣ bbox=[995, 980, 1103, 1025]
ship-name: «ΙΩΝΙΑ» bbox=[620, 1211, 683, 1228]
ad-text: ΣΑΒΒΑΤΟΝ 9 ΑΠΡΙΛΙΟΥ bbox=[592, 1158, 711, 1170]
article-subhead: ΔΙΕΥΚΡΙΝΗΣΙΣ bbox=[432, 980, 535, 998]
paper-name: ΕΜΠΡΟΣ bbox=[721, 126, 847, 155]
lessons-ad: ΜΑΘΗΜΑΤΑ bbox=[1354, 2241, 1546, 2259]
ship-name: «ΚΟΡΙΝΘΙΑ» bbox=[604, 1174, 700, 1192]
article-text: Αἱ πόλεις τῆς Πελοποννήσου ἔχουν ἀνάγκην περιθάλψεως τῶν συμμοριοπλήκτων. Αἱ πόλεις τῆς Πελοποννήσου ἔχουν ἀνάγκην περιθάλψεως τῶν συμμοριοπλήκτων. Αἱ πόλεις τῆς Πελοποννήσου ἔχουν ἀνάγκην περιθάλψεως τῶν συμμοριοπλήκτων. bbox=[22, 1372, 269, 1457]
ad-text: Τηλέφ. 30.415 bbox=[1074, 1436, 1138, 1448]
article-subhead: ΜΕΤΕΦΕΡΘΗ ΣΙΤΟΣ bbox=[289, 754, 402, 768]
ad-text: Ὀδοντίατρος. Πανεπιστημίου. Τηλ. 54 — 233 bbox=[1017, 1959, 1137, 1998]
article-subhead: ΕΙΣ ΤΗΝ ΚΑΜΒΟΥΝΙΑ bbox=[1390, 1501, 1511, 1515]
article-subhead: Γ΄ ΧΩΡΟΦΥΛΑΚΗ bbox=[604, 510, 703, 524]
headline: ΘΑ ΙΔΡΥΘΗ ΟΡΓΑΝΙΣΜΟΣ ΠΕΡΙΛΑΜΒΑΝΩΝ ΤΑ ΤΤΤ bbox=[1164, 1815, 1537, 1853]
article-body: Εἰς τό ὑπουργεῖον τῶν ΤΤΤ συνεχίζονται αἱ συζητήσεις διά τήν ἵδρυσιν ἑνιαίου ὀργανισμοῦ. Εἰς τό ὑπουργεῖον τῶν ΤΤΤ συνεχίζονται αἱ συζητήσεις διά τήν ἵδρυσιν ἑνιαίου ὀργανισμοῦ. Εἰς τό ὑπουργεῖον τῶν ΤΤΤ συνεχίζονται αἱ συζητήσεις διά τήν ἵδρυσιν ἑνιαίου ὀργανισμοῦ. Εἰς τό ὑπουργεῖον τῶν ΤΤΤ συνεχίζονται αἱ συζητήσεις διά τήν ἵδρυσιν ἑνιαίου ὀργανισμοῦ. ΠΡΟΓΡΑΦΗ ΤΑΜΙΕΥΤΗΡΙΑ ΠΡΟΣ ΤΟΥΣ ΠΡΟΣΚΟΠΟΥΣ Ὑπό τοῦ διευθυντοῦ τοῦ Ταχυδρομικοῦ Ταμιευτηρίου ἀπευθύνεται πρόσκλησις πρός τούς προσκόπους. Ὑπό τοῦ διευθυντοῦ τοῦ Ταχυδρομικοῦ Ταμιευτηρίου ἀπευθύνεται πρόσκλησις πρός τούς προσκόπους. Ὑπό τοῦ διευθυντοῦ τοῦ Ταχυδρομικοῦ Ταμιευτηρίου ἀπευθύνεται πρόσκλησις πρός τούς προσκόπους. bbox=[1154, 1860, 1546, 2025]
article-subhead: ΣΥΝΕΧΕΙΑ ΕΚ ΤΗΣ 1ης ΣΕΛΙΔΟΣ bbox=[958, 1029, 1140, 1044]
article-body: Α΄ ΣΤΡΑΤΟΣ Ὑπό τοῦ Γενικοῦ Ἐπιτελείου τοῦ Στρατοῦ ἐξεδόθη τό ἑξῆς ἀνακοινωθέν: Πελοπόννησος. Συνεχίζεται ἡ ἐκκαθάρισις τῶν ὑπολειμμάτων τῶν συμμοριτῶν. Αἱ δυνάμεις μας ἐξουδετέρωσαν ἄλλους συμμορίτας. Ὑπό τοῦ Γενικοῦ Ἐπιτελείου τοῦ Στρατοῦ ἐξεδόθη τό ἑξῆς ἀνακοινωθέν: Πελοπόννησος. Συνεχίζεται ἡ ἐκκαθάρισις τῶν ὑπολειμμάτων τῶν συμμοριτῶν. Αἱ δυνάμεις μας ἐξουδετέρωσαν ἄλλους συμμορίτας. Ὑπό τοῦ Γενικοῦ Ἐπιτελείου τοῦ Στρατοῦ ἐξεδόθη τό ἑξῆς ἀνακοινωθέν: Πελοπόννησος. Συνεχίζεται ἡ ἐκκαθάρισις τῶν ὑπολειμμάτων τῶν συμμοριτῶν. Αἱ δυνάμεις μας ἐξουδετέρωσαν ἄλλους συμμορίτας. Γ΄ ΧΩΡΟΦΥΛΑΚΗ Ἐντονος ἐξουδετέρωσις εἰς ὁλόκληρον τήν περιοχήν. Ἤπειρος. Συλλήψεις καί παραδόσεις συμμοριτῶν. Ἐντονος ἐξουδετέρωσις εἰς ὁλόκληρον τήν περιοχήν. Ἤπειρος. Συλλήψεις καί παραδόσεις συμμοριτῶν. ΤΟ ΧΘΕΣΙΝΟΝ ΑΝΑΚΟΙΝΩΘΕΝ Πελοπόννησος. Συνεχίζεται ἐκκαθάρισις. Στερεά Ἑλλάς. Συνεχίζεται ἡ ἐκκαθάρισις τῶν ὑπολειμμάτων. Μακεδονία: Συνεχίζεται ἡ ἐξουδετέρωσις συμμοριτῶν εἰς τόν Γράμμον. Πελοπόννησος. Συνεχίζεται ἐκκαθάρισις. Στερεά Ἑλλάς. Συνεχίζεται ἡ ἐκκαθάρισις τῶν ὑπολειμμάτων. Μακεδονία: Συνεχίζεται ἡ ἐξουδετέρωσις συμμοριτῶν εἰς τόν Γράμμον. Πελοπόννησος. Συνεχίζεται ἐκκαθάρισις. Στερεά Ἑλλάς. Συνεχίζεται ἡ ἐκκαθάρισις τῶν ὑπολειμμάτων. Μακεδονία: Συνεχίζεται ἡ ἐξουδετέρωσις συμμοριτῶν εἰς τόν Γράμμον. Β΄ ΑΕΡΟΠΟΡΙΑ Κατά τήν 3ην τρέχοντος ἀεροσκάφη ἐξετέλεσαν ἀναγνωρίσεις καί προσεβάλοντο μέ ἐπιτυχίαν συγκεντρώσεις συμμοριτῶν. Κατά τήν 3ην τρέχοντος ἀεροσκάφη ἐξετέλεσαν ἀναγνωρίσεις καί προσεβάλοντο μέ ἐπιτυχίαν συγκεντρώσεις συμμοριτῶν. ΕΞΟΝΤΩΣΙΣ ΣΥΜΜΟΡΙΤΩΝ Κατά πληροφορίας ἐκ Τρικάλων, ἀποσπάσματα ἐξουδετέρωσαν συμμορίτας εἰς τήν περιοχήν τοῦ Ἀσπροποτάμου. Κατά πληροφορίας ἐκ Τρικάλων, ἀποσπάσματα ἐξουδετέρωσαν συμμορίτας εἰς τήν περιοχήν τοῦ Ἀσπροποτάμου. bbox=[559, 246, 1145, 538]
headline: ΑΡΧΙΖΕΙ ΔΙΑΝΟΜΗ bbox=[318, 159, 511, 182]
column-right bbox=[1154, 159, 1546, 2320]
serial-title: ΔΡΑΚΟΥ ΓΕΝΝΑ bbox=[280, 1484, 592, 1638]
article-body: Κατ᾽ ἀνακοίνωσιν τοῦ ὑπουργείου Δημοσίας Τάξεως, κατά τήν ἐπιδρομήν τῶν συμμοριτῶν εἰς Καρπενήσι ἐσφαγιάσθησαν ὑπό τῶν συμμοριτῶν οἱ ἑξῆς κάτοικοι τῆς πόλεως, ὧν τά ὀνόματα δημοσιεύονται κατωτέρω. Κατ᾽ ἀνακοίνωσιν τοῦ ὑπουργείου Δημοσίας Τάξεως, κατά τήν ἐπιδρομήν τῶν συμμοριτῶν εἰς Καρπενήσι ἐσφαγιάσθησαν ὑπό τῶν συμμοριτῶν οἱ ἑξῆς κάτοικοι τῆς πόλεως, ὧν τά ὀνόματα δημοσιεύονται κατωτέρω. Κατ᾽ ἀνακοίνωσιν τοῦ ὑπουργείου Δημοσίας Τάξεως, κατά τήν ἐπιδρομήν τῶν συμμοριτῶν εἰς Καρπενήσι ἐσφαγιάσθησαν ὑπό τῶν συμμοριτῶν οἱ ἑξῆς κάτοικοι τῆς πόλεως, ὧν τά ὀνόματα δημοσιεύονται κατωτέρω. Κατ᾽ ἀνακοίνωσιν τοῦ ὑπουργείου Δημοσίας Τάξεως, κατά τήν ἐπιδρομήν τῶν συμμοριτῶν εἰς Καρπενήσι ἐσφαγιάσθησαν ὑπό τῶν συμμοριτῶν οἱ ἑξῆς κάτοικοι τῆς πόλεως, ὧν τά ὀνόματα δημοσιεύονται κατωτέρω. Κατ᾽ ἀνακοίνωσιν τοῦ ὑπουργείου Δημοσίας Τάξεως, κατά τήν ἐπιδρομήν τῶν συμμοριτῶν εἰς Καρπενήσι ἐσφαγιάσθησαν ὑπό τῶν συμμοριτῶν οἱ ἑξῆς κάτοικοι τῆς πόλεως, ὧν τά ὀνόματα δημοσιεύονται κατωτέρω. Κατ᾽ ἀνακοίνωσιν τοῦ ὑπουργείου Δημοσίας Τάξεως, κατά τήν ἐπιδρομήν τῶν συμμοριτῶν εἰς Καρπενήσι ἐσφαγιάσθησαν ὑπό τῶν συμμοριτῶν οἱ ἑξῆς κάτοικοι τῆς πόλεως, ὧν τά ὀνόματα δημοσιεύονται κατωτέρω. Κατ᾽ ἀνακοίνωσιν τοῦ ὑπουργείου Δημοσίας Τάξεως, κατά τήν ἐπιδρομήν τῶν συμμοριτῶν εἰς Καρπενήσι ἐσφαγιάσθησαν ὑπό τῶν συμμοριτῶν οἱ ἑξῆς κάτοικοι τῆς πόλεως, ὧν τά ὀνόματα δημοσιεύονται κατωτέρω. Κατ᾽ ἀνακοίνωσιν τοῦ ὑπουργείου Δημοσίας Τάξεως, κατά τήν ἐπιδρομήν τῶν συμμοριτῶν εἰς Καρπενήσι ἐσφαγιάσθησαν ὑπό τῶν συμμοριτῶν οἱ ἑξῆς κάτοικοι τῆς πόλεως, ὧν τά ὀνόματα δημοσιεύονται κατωτέρω. Κατ᾽ ἀνακοίνωσιν τοῦ ὑπουργείου Δημοσίας Τάξεως, κατά τήν ἐπιδρομήν τῶν συμμοριτῶν εἰς Καρπενήσι ἐσφαγιάσθησαν ὑπό τῶν συμμοριτῶν οἱ ἑξῆς κάτοικοι τῆς πόλεως, ὧν τά ὀνόματα δημοσιεύονται κατωτέρω. Κατ᾽ ἀνακοίνωσιν τοῦ ὑπουργείου Δημοσίας Τάξεως, κατά τήν ἐπιδρομήν τῶν συμμοριτῶν εἰς Καρπενήσι ἐσφαγιάσθησαν ὑπό τῶν συμμοριτῶν οἱ ἑξῆς κάτοικοι τῆς πόλεως, ὧν τά ὀνόματα δημοσιεύονται κατωτέρω. Κατ᾽ ἀνακοίνωσιν τοῦ ὑπουργείου Δημοσίας Τάξεως, κατά τήν ἐπιδρομήν τῶν συμμοριτῶν εἰς Καρπενήσι ἐσφαγιάσθησαν ὑπό τῶν συμμοριτῶν οἱ ἑξῆς κάτοικοι τῆς πόλεως, ὧν τά ὀνόματα δημοσιεύονται κατωτέρω. Κατ᾽ ἀνακοίνωσιν τοῦ ὑπουργείου Δημοσίας Τάξεως, κατά τήν ἐπιδρομήν τῶν συμμοριτῶν εἰς Καρπενήσι ἐσφαγιάσθησαν ὑπό τῶν συμμοριτῶν οἱ ἑξῆς κάτοικοι τῆς πόλεως, ὧν τά ὀνόματα δημοσιεύονται κατωτέρω. bbox=[1154, 274, 1546, 759]
article-subhead: ΠΡΟΣ ΤΟΥΣ ΠΡΟΣΚΟΠΟΥΣ bbox=[1374, 1878, 1527, 1893]
ad-text: ΔΕΚΟ bbox=[1109, 1449, 1138, 1461]
serial-part: 64ον bbox=[389, 1656, 466, 1693]
article-subhead: ΚΑΤΑΔΙΚΑΙ ΕΙΣ ΛΑΡΙΣΑΝ bbox=[1381, 1358, 1520, 1372]
ad-heading: Δρ ΝΙΚ. ΑΝΑΣΤΑΣΙΟΥ bbox=[1027, 1922, 1127, 1957]
headline: ΕΙΣ ΧΑΛΚΙΔΑ ΔΙΑ ΤΟΥΣ ΣΤΡΑΤΟΛΟΓΟΥΣ bbox=[1225, 959, 1476, 1007]
article-subhead: ΠΕΡΙ ΝΑΥΑΡΙΝΟΥ bbox=[283, 1068, 408, 1086]
column-food-supply bbox=[280, 159, 549, 1610]
headline: ΤΩΝ ΣΥΜΜΟΡΙΤΩΝ ΕΙΣ ΚΑΡΠΕΝΗΣΙ bbox=[1216, 183, 1485, 235]
